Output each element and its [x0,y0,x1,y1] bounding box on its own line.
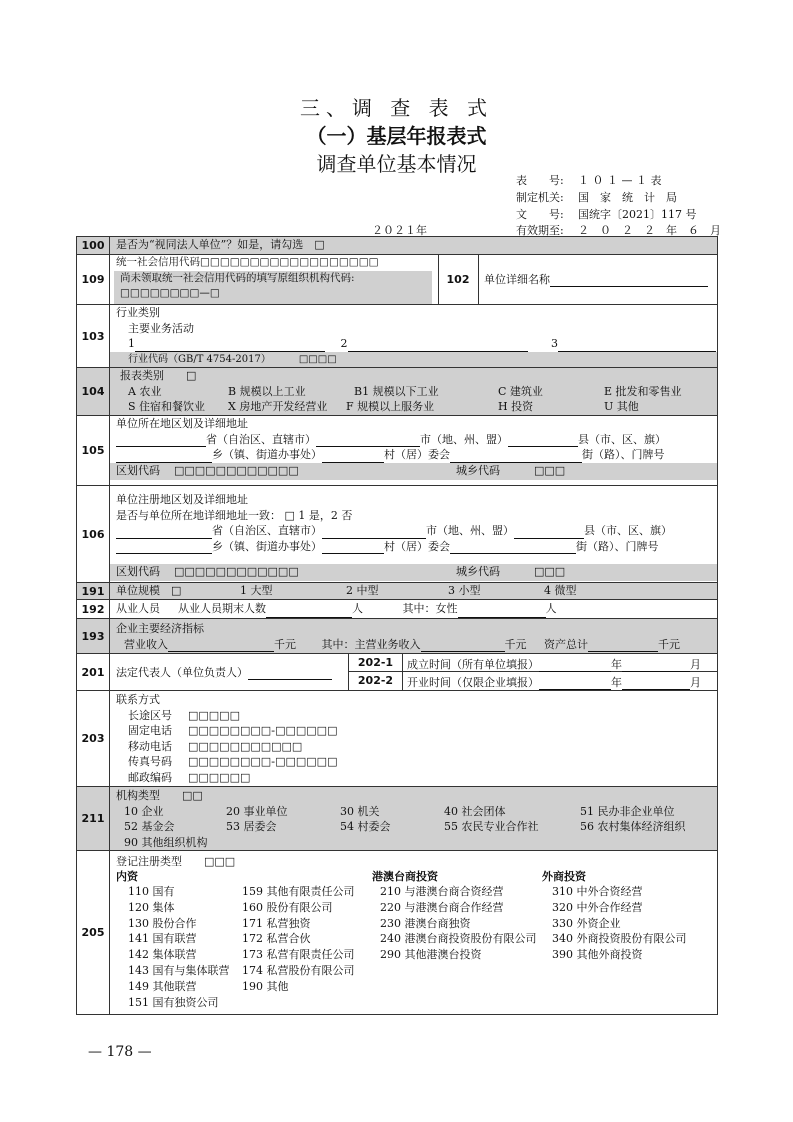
row-203: 联系方式 长途区号 □□□□□ 固定电话 □□□□□□□□-□□□□□□ 移动电话 □□□□□□□□□□□ 传真号码 □□□□□□□□-□□□□□□ 邮政编码 □□□□□□ [110,691,718,787]
reg-address-line-1[interactable]: 省（自治区、直辖市） 市（地、州、盟） 县（市、区、旗） [110,523,717,539]
legal-rep-field[interactable]: 法定代表人（单位负责人） [116,664,332,680]
credit-code-cell: 统一社会信用代码□□□□□□□□□□□□□□□□□□ 尚未领取统一社会信用代码的填写原组织机构代码: □□□□□□□□—□ [110,255,439,304]
row-code: 191 [77,583,110,600]
row-193[interactable]: 企业主要经济指标 营业收入 千元 其中：主营业务收入 千元 资产总计 千元 [110,619,718,654]
meta-agency: 制定机关: 国 家 统 计 局 [516,191,677,204]
row-205[interactable]: 登记注册类型 □□□ 内资 港澳台商投资 外商投资 110 国有 120 集体 130 股份合作 141 国有联营 142 集体联营 143 国有与集体联营 149 其他联营 151 国有独资公司 159 其他有限责任公司 160 股份有限公司 171 私营独资 172 私营合伙 173 私营有限责任公司 174 私营股份有限公司 190 其他 210 与港澳台商合资经营 220 与港澳台商合作经营 230 港澳台商独资 240 港澳台商投资股份有限公司 290 其他港澳台投资 310 中外合资经营 320 中外合作经营 330 外资企业 340 外商投资股份有限公司 390 其他外商投资 [110,851,718,1015]
row-code: 105 [77,416,110,486]
report-year: ２０２１年 [372,224,427,237]
address-line-2[interactable]: 乡（镇、街道办事处） 村（居）委会 街（路）、门牌号 [110,447,717,463]
row-103: 行业类别 主要业务活动 1 2 3 行业代码（GB/T 4754-2017） □□□□ [110,305,718,368]
reg-address-line-2[interactable]: 乡（镇、街道办事处） 村（居）委会 街（路）、门牌号 [110,539,717,555]
area-code-field[interactable]: 长途区号 □□□□□ [128,708,240,722]
meta-valid-until: 有效期至: ２ ０ ２ ２ 年 ６ 月 [516,224,721,237]
row-191[interactable]: 单位规模 □ 1 大型 2 中型 3 小型 4 微型 [110,583,718,600]
postcode-field[interactable]: 邮政编码 □□□□□□ [128,770,251,784]
fax-field[interactable]: 传真号码 □□□□□□□□-□□□□□□ [128,755,338,768]
page-number: — 178 — [88,1044,152,1060]
row-code: 106 [77,486,110,583]
row-100[interactable]: 是否为“视同法人单位”？如是，请勾选 □ [110,237,718,255]
row-code: 203 [77,691,110,787]
form-group-title: （一）基层年报表式 [306,124,487,148]
founding-date-field[interactable]: 成立时间（所有单位填报） 年 月 [407,658,701,671]
row-code: 109 [77,255,110,305]
row-106: 单位注册地区划及详细地址 是否与单位所在地详细地址一致： □ 1 是，2 否 省（自治区、直辖市） 市（地、州、盟） 县（市、区、旗） 乡（镇、街道办事处） 村（居）委会 街（路）、门牌号 区划代码 □□□□□□□□□□□□ 城乡代码 □□□ [110,486,718,583]
meta-form-no: 表 号: １ ０ １ — １ 表 [516,174,662,187]
domestic-col-1: 110 国有 120 集体 130 股份合作 141 国有联营 142 集体联营 143 国有与集体联营 149 其他联营 151 国有独资公司 [128,885,230,1009]
row-192[interactable]: 从业人员 从业人员期末人数 人 其中：女性 人 [110,600,718,619]
row-105: 单位所在地区划及详细地址 省（自治区、直辖市） 市（地、州、盟） 县（市、区、旗） 乡（镇、街道办事处） 村（居）委会 街（路）、门牌号 区划代码 □□□□□□□□□□□□ 城乡代码 □□□ [110,416,718,486]
row-code-102: 102 [438,255,479,304]
row-code: 205 [77,851,110,1015]
row-code: 211 [77,787,110,851]
unit-name-field[interactable]: 单位详细名称 [484,271,708,287]
row-code: 104 [77,368,110,416]
domestic-col-2: 159 其他有限责任公司 160 股份有限公司 171 私营独资 172 私营合伙 173 私营有限责任公司 174 私营股份有限公司 190 其他 [242,885,355,993]
region-code-row[interactable]: 区划代码 □□□□□□□□□□□□ 城乡代码 □□□ [110,463,717,480]
form-title: 调查单位基本情况 [316,152,477,176]
row-104[interactable]: 报表类别 □ A 农业 B 规模以上工业 B1 规模以下工业 C 建筑业 E 批发和零售业 S 住宿和餐饮业 X 房地产开发经营业 F 规模以上服务业 H 投资 U 其他 [110,368,718,416]
reg-region-code-row[interactable]: 区划代码 □□□□□□□□□□□□ 城乡代码 □□□ [110,564,717,581]
industry-code[interactable]: 行业代码（GB/T 4754-2017） □□□□ [110,352,717,368]
hmt-col: 210 与港澳台商合资经营 220 与港澳台商合作经营 230 港澳台商独资 240 港澳台商投资股份有限公司 290 其他港澳台投资 [380,885,537,962]
opening-date-field[interactable]: 开业时间（仅限企业填报） 年 月 [407,676,701,689]
row-code: 100 [77,237,110,255]
main-activity-fields[interactable]: 1 2 3 [110,336,717,352]
address-line-1[interactable]: 省（自治区、直辖市） 市（地、州、盟） 县（市、区、旗） [110,432,717,448]
row-code: 201 [77,654,110,691]
row-code: 103 [77,305,110,368]
meta-doc-no: 文 号: 国统字〔2021〕117 号 [516,208,697,221]
row-211[interactable]: 机构类型 □□ 10 企业 20 事业单位 30 机关 40 社会团体 51 民办非企业单位 52 基金会 53 居委会 54 村委会 55 农民专业合作社 56 农村集体经济组织 90 其他组织机构 [110,787,718,851]
phone-field[interactable]: 固定电话 □□□□□□□□-□□□□□□ [128,724,338,737]
row-201: 法定代表人（单位负责人） 202-1 202-2 成立时间（所有单位填报） 年 月 开业时间（仅限企业填报） 年 月 [110,654,718,691]
row-code: 192 [77,600,110,619]
foreign-col: 310 中外合资经营 320 中外合作经营 330 外资企业 340 外商投资股份有限公司 390 其他外商投资 [552,885,687,962]
row-code: 193 [77,619,110,654]
row-109 [110,255,718,305]
survey-form [76,236,718,1015]
section-title: 三、调 查 表 式 [299,96,494,120]
mobile-field[interactable]: 移动电话 □□□□□□□□□□□ [128,739,303,753]
